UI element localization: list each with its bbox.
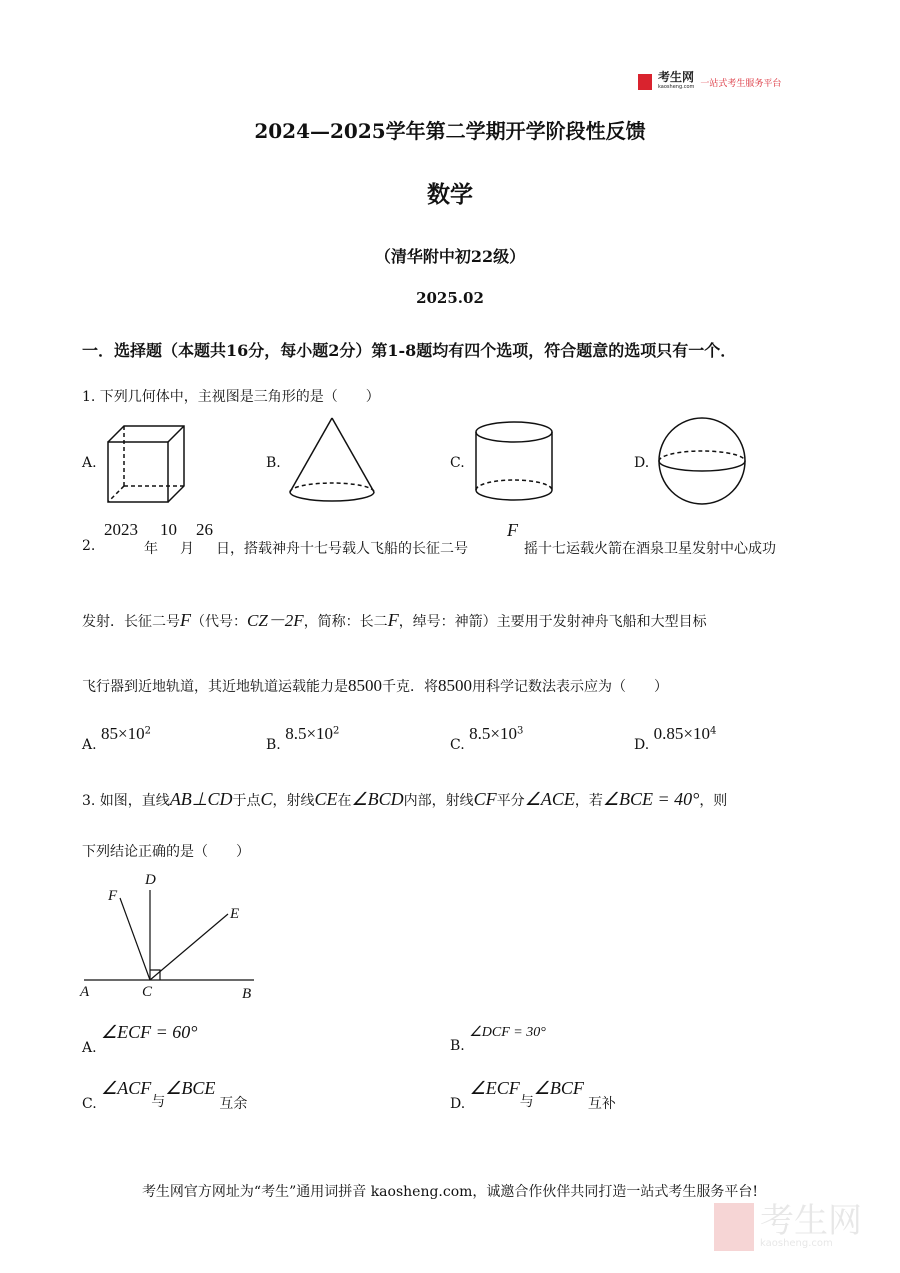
cube-figure (100, 418, 190, 508)
option-label: A. (82, 1040, 97, 1056)
cylinder-figure (472, 418, 558, 504)
q3-text: 于点 (232, 793, 261, 809)
sphere-figure (655, 416, 749, 506)
point-e-label: E (230, 906, 240, 922)
q3-math: CF (473, 789, 497, 809)
watermark-logo (714, 1203, 862, 1251)
q3-line2: 下列结论正确的是（ ） (82, 844, 250, 860)
option-math: ∠ECF (469, 1078, 520, 1098)
q3-angle-diagram (78, 868, 268, 1004)
q2-day: 26 (196, 520, 213, 539)
option-math: ∠BCE (165, 1078, 216, 1098)
q3-text: ，则 (699, 793, 728, 809)
q2-var-f: F (180, 610, 191, 630)
watermark-mark-icon (714, 1203, 754, 1251)
option-exponent: 3 (516, 725, 524, 737)
option-math: ∠BCF (533, 1078, 584, 1098)
option-exponent: 2 (333, 725, 340, 737)
q2-value: 8500 (438, 676, 472, 695)
logo-domain: kaosheng.com (658, 84, 695, 90)
q3-option-c (82, 1078, 247, 1113)
kaosheng-logo (638, 72, 781, 92)
q3-text: 内部，射线 (403, 793, 474, 809)
q2-option-d (634, 724, 716, 753)
q2-text: 千克．将 (382, 679, 438, 695)
point-d-label: D (145, 872, 156, 888)
cone-figure (286, 416, 378, 504)
section-heading: 一．选择题（本题共16分，每小题2分）第1-8题均有四个选项，符合题意的选项只有一个． (82, 341, 737, 360)
q2-text: ，简称：长二 (303, 614, 388, 630)
q2-line2 (82, 606, 707, 631)
option-exponent: 2 (144, 725, 151, 737)
q2-month: 10 (160, 520, 177, 539)
q2-line3 (82, 676, 668, 696)
option-math: ∠DCF = 30° (469, 1025, 546, 1040)
school-label: （清华附中初22级） (374, 247, 526, 266)
logo-slogan: 一站式考生服务平台 (700, 78, 782, 89)
q3-option-a (82, 1022, 198, 1056)
q3-text: ，若 (574, 793, 603, 809)
q2-var-f: F (507, 520, 518, 540)
option-exponent: 4 (709, 725, 717, 737)
option-value: 85×10 (101, 724, 145, 743)
logo-mark-icon (638, 74, 652, 90)
subject-title: 数学 (427, 181, 473, 208)
q2-year: 2023 (104, 520, 138, 539)
q2-option-c (450, 724, 523, 753)
option-label: A. (82, 737, 97, 753)
option-label: B. (266, 737, 281, 753)
point-b-label: B (242, 986, 252, 1002)
point-f-label: F (108, 888, 118, 904)
q3-math: ∠BCE = 40° (602, 789, 700, 809)
q3-text: 平分 (496, 793, 525, 809)
q3-option-b (450, 1024, 546, 1054)
logo-name: 考生网 (658, 70, 695, 84)
q1-stem: 1. 下列几何体中，主视图是三角形的是（ ） (82, 389, 380, 405)
watermark-domain: kaosheng.com (760, 1238, 833, 1249)
q2-text: （代号： (191, 614, 247, 630)
q2-text: 飞行器到近地轨道，其近地轨道运载能力是 (82, 679, 348, 695)
q2-var-f: F (387, 610, 399, 630)
q2-value: 8500 (348, 676, 382, 695)
option-label: D. (450, 1096, 466, 1112)
option-label: B. (450, 1038, 465, 1054)
option-label: C. (450, 737, 465, 753)
option-value: 8.5×10 (285, 724, 334, 743)
option-text: 与 (151, 1094, 166, 1110)
option-text: 互余 (219, 1096, 248, 1112)
q3-option-d (450, 1078, 616, 1113)
option-math: ∠ACF (101, 1078, 152, 1098)
q2-text: 发射．长征二号 (82, 614, 180, 630)
q1-option-a-label: A. (82, 455, 97, 471)
point-a-label: A (80, 984, 90, 1000)
option-label: C. (82, 1096, 97, 1112)
q3-text: 在 (337, 793, 352, 809)
q1-option-c-label: C. (450, 455, 465, 471)
q2-option-a (82, 724, 151, 753)
q3-math: ∠ACE (524, 789, 575, 809)
option-text: 互补 (587, 1096, 616, 1112)
q2-text: 用科学记数法表示应为（ ） (472, 679, 668, 695)
q1-option-b-label: B. (266, 455, 281, 471)
q2-number: 2. (82, 538, 96, 554)
q3-math: AB⊥CD (169, 789, 233, 809)
exam-date: 2025.02 (416, 289, 484, 307)
q2-text: ，绰号：神箭）主要用于发射神舟飞船和大型目标 (398, 614, 707, 630)
watermark-name: 考生网 (760, 1201, 862, 1241)
footer-note: 考生网官方网址为“考生”通用词拼音 kaosheng.com，诚邀合作伙伴共同打造一站式考生服务平台! (141, 1184, 759, 1200)
q2-code: CZ－2F (247, 611, 304, 630)
q3-text: ，射线 (272, 793, 315, 809)
q2-option-b (266, 724, 339, 753)
q2-month-unit: 月 (180, 541, 194, 557)
option-value: 8.5×10 (469, 724, 517, 743)
q2-text: 日，搭载神舟十七号载人飞船的长征二号 (216, 541, 468, 557)
q3-math: ∠BCD (351, 789, 404, 809)
option-text: 与 (519, 1094, 534, 1110)
exam-title: 2024—2025学年第二学期开学阶段性反馈 (254, 119, 646, 143)
q3-line1 (82, 789, 727, 810)
option-value: 0.85×10 (653, 724, 710, 743)
q3-text: 3. 如图，直线 (82, 793, 170, 809)
point-c-label: C (142, 984, 153, 1000)
q2-year-unit: 年 (144, 541, 158, 557)
q2-text: 摇十七运载火箭在酒泉卫星发射中心成功 (524, 541, 776, 557)
q1-option-d-label: D. (634, 455, 650, 471)
option-label: D. (634, 737, 650, 753)
q3-math: C (260, 789, 273, 809)
option-math: ∠ECF = 60° (101, 1022, 198, 1042)
q3-math: CE (314, 789, 338, 809)
